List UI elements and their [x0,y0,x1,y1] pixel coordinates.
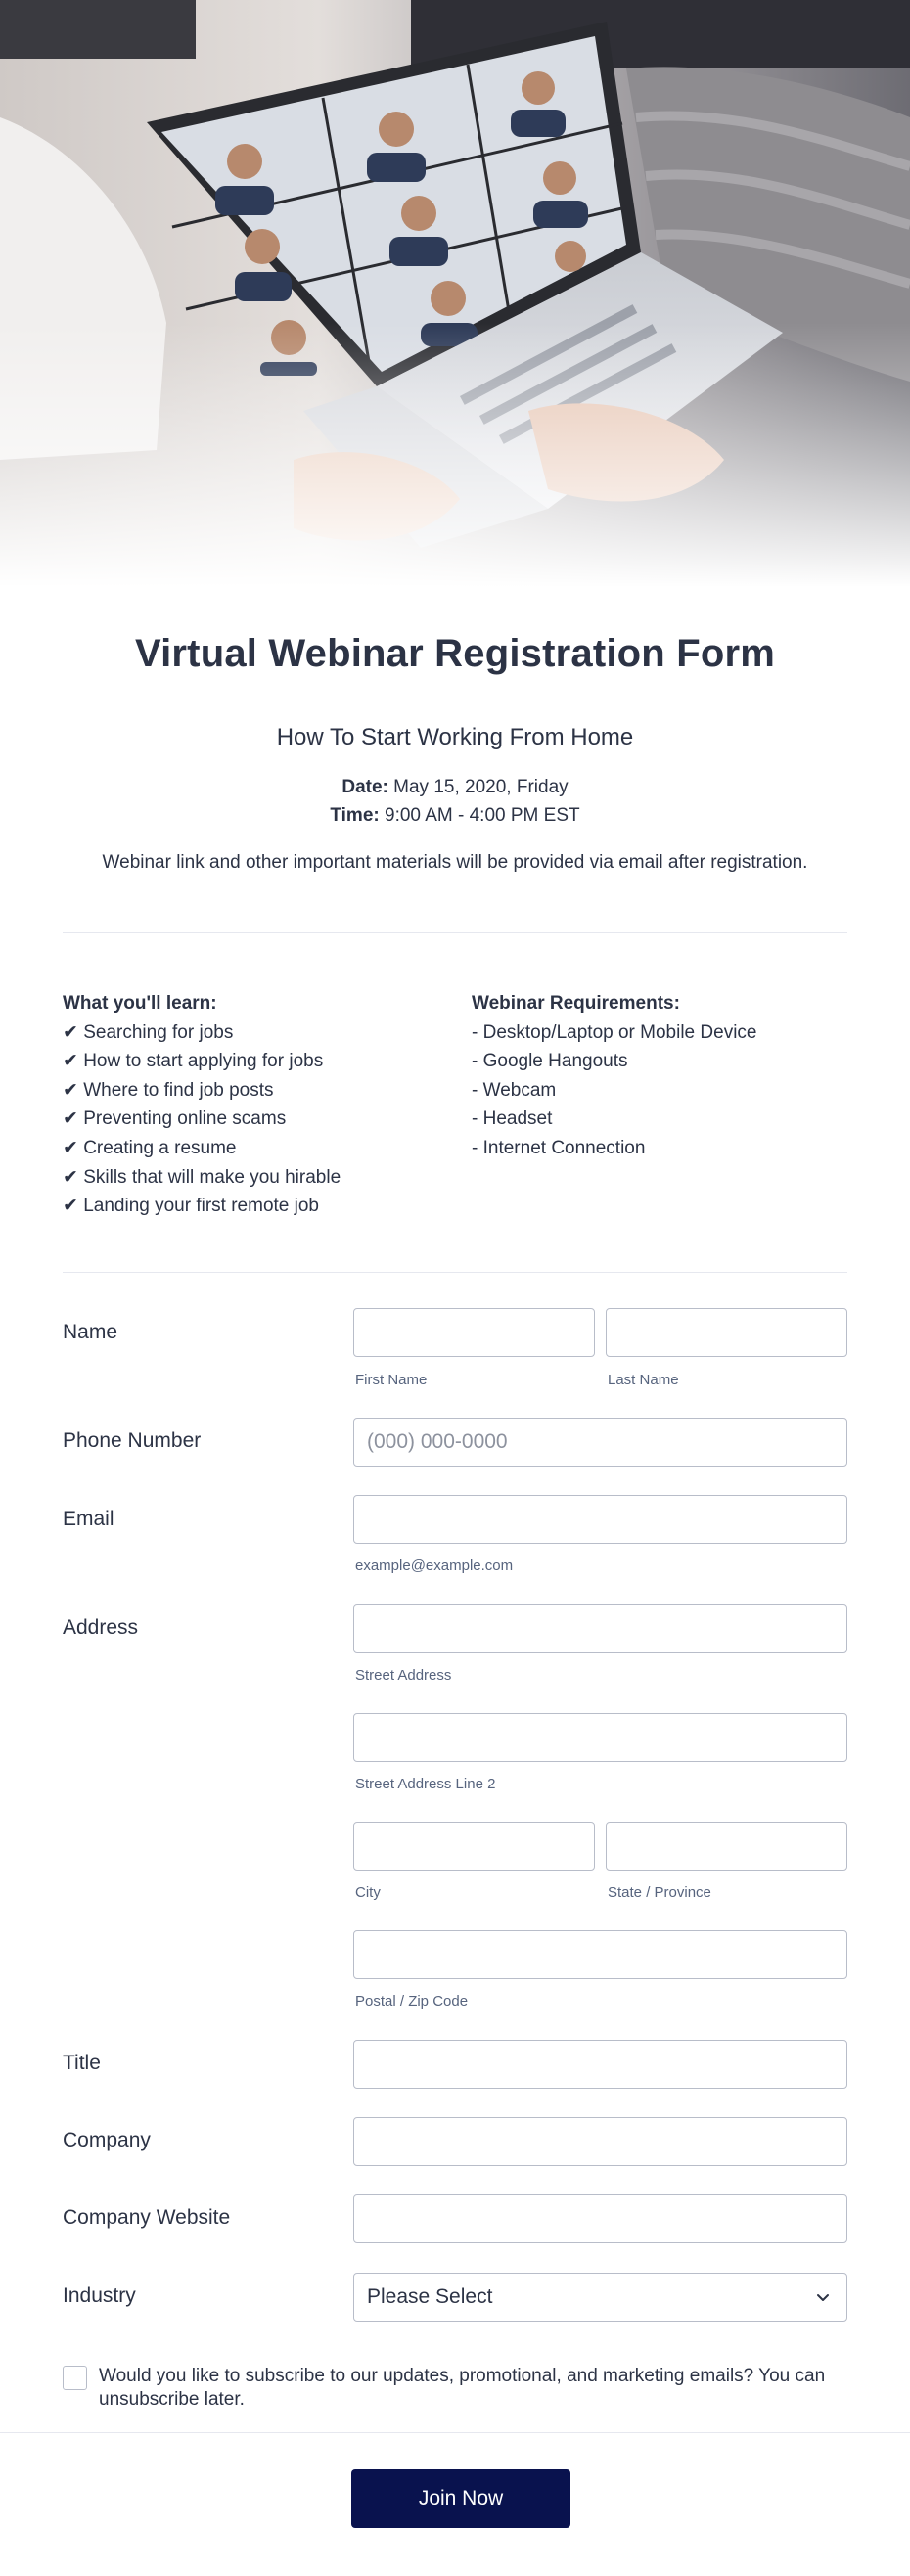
phone-label: Phone Number [63,1429,202,1452]
email-label: Email [63,1508,114,1530]
city-sublabel: City [355,1884,381,1901]
learn-item: ✔ Creating a resume [63,1137,237,1158]
last-name-input[interactable] [606,1308,847,1357]
webinar-date [0,777,910,798]
page-title: Virtual Webinar Registration Form [134,632,776,675]
registration-note: Webinar link and other important materials will be provided via email after registration. [102,852,808,873]
requirement-item: - Desktop/Laptop or Mobile Device [472,1021,757,1043]
requirement-item: - Webcam [472,1079,557,1101]
email-sublabel: example@example.com [355,1558,514,1574]
learn-item: ✔ Skills that will make you hirable [63,1166,341,1188]
learn-list [63,989,454,1221]
title-label: Title [63,2052,101,2074]
company-input[interactable] [353,2117,847,2166]
section-divider [63,932,847,933]
company-website-input[interactable] [353,2194,847,2243]
first-name-input[interactable] [353,1308,595,1357]
requirement-item: - Internet Connection [472,1137,646,1158]
company-label: Company [63,2129,151,2151]
webinar-time [0,805,910,827]
learn-heading: What you'll learn: [63,993,217,1014]
name-label: Name [63,1321,118,1343]
requirement-item: - Headset [472,1108,553,1130]
learn-item: ✔ Preventing online scams [63,1108,287,1130]
street-address-line2-input[interactable] [353,1713,847,1762]
city-input[interactable] [353,1822,595,1871]
state-sublabel: State / Province [608,1884,711,1901]
industry-label: Industry [63,2284,136,2307]
last-name-sublabel: Last Name [608,1372,679,1388]
subscribe-text: Would you like to subscribe to our updates, promotional, and marketing emails? You can unsubscribe later. [99,2366,826,2410]
learn-item: ✔ How to start applying for jobs [63,1051,324,1072]
time-label: Time: [330,805,380,826]
state-input[interactable] [606,1822,847,1871]
requirement-item: - Google Hangouts [472,1051,628,1072]
page-subtitle: How To Start Working From Home [276,724,634,750]
learn-item: ✔ Landing your first remote job [63,1196,319,1217]
learn-item: ✔ Searching for jobs [63,1021,234,1043]
industry-selected-value: Please Select [367,2285,493,2308]
requirements-list [472,989,863,1163]
first-name-sublabel: First Name [355,1372,428,1388]
date-label: Date: [341,777,388,797]
title-input[interactable] [353,2040,847,2089]
zip-input[interactable] [353,1930,847,1979]
phone-input[interactable] [353,1418,847,1467]
industry-select[interactable] [353,2273,847,2322]
zip-sublabel: Postal / Zip Code [355,1993,469,2010]
date-value: May 15, 2020, Friday [387,777,569,797]
hero-image [0,0,910,587]
subscribe-checkbox[interactable] [63,2366,87,2390]
learn-item: ✔ Where to find job posts [63,1079,274,1101]
address-label: Address [63,1616,139,1639]
time-value: 9:00 AM - 4:00 PM EST [379,805,580,826]
footer-divider [0,2432,910,2433]
requirements-heading: Webinar Requirements: [472,993,680,1014]
section-divider [63,1272,847,1273]
email-input[interactable] [353,1495,847,1544]
join-now-button[interactable]: Join Now [351,2469,570,2528]
street-address-input[interactable] [353,1604,847,1653]
street-address-sublabel: Street Address [355,1667,452,1684]
company-website-label: Company Website [63,2206,231,2229]
street-address-line2-sublabel: Street Address Line 2 [355,1776,496,1792]
chevron-down-icon [813,2287,833,2307]
laptop-video-call-illustration [0,0,910,587]
